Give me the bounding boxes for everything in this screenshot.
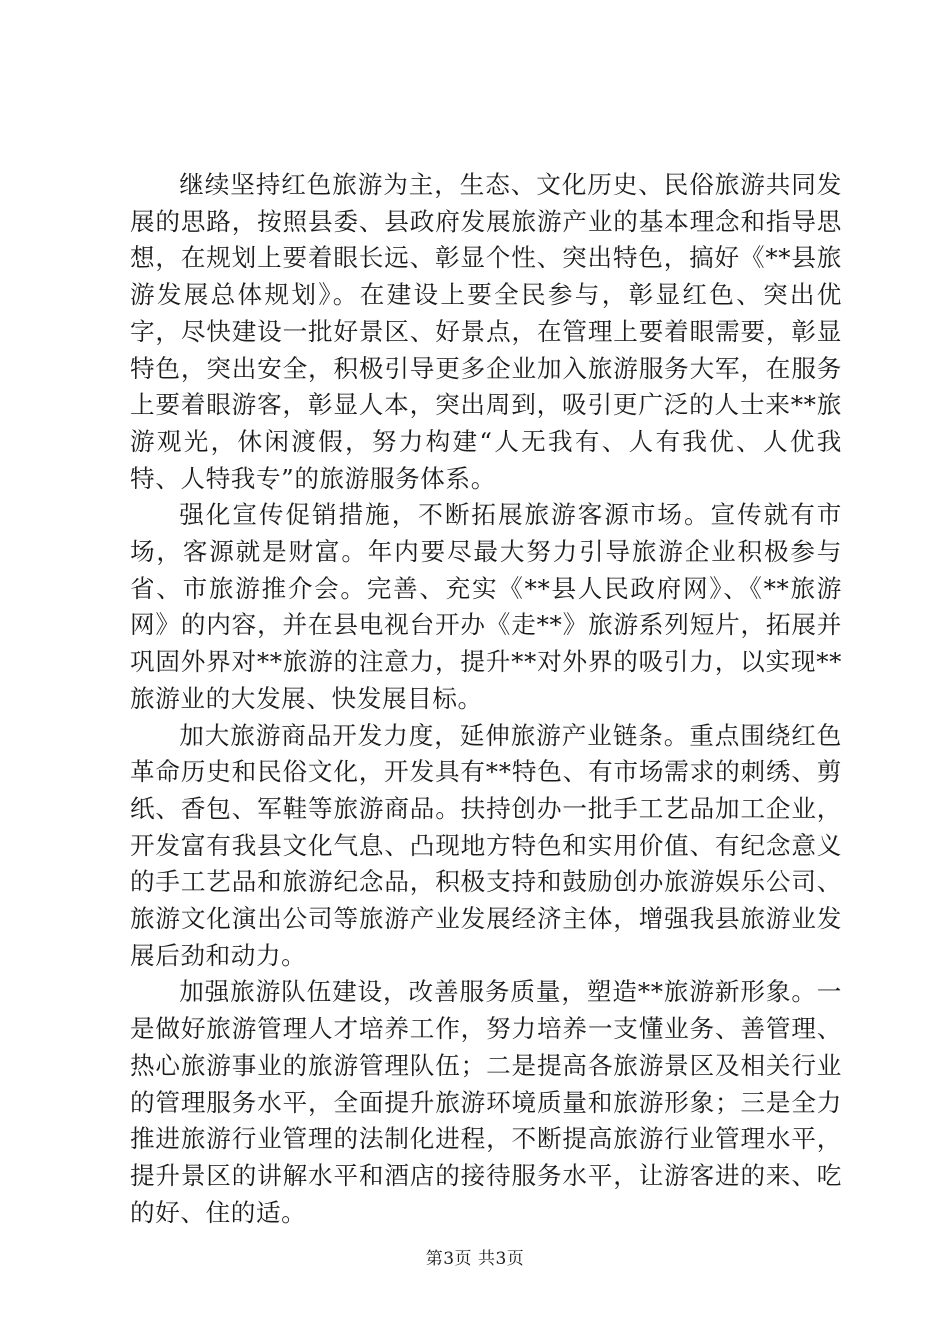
paragraph-promotion: 强化宣传促销措施，不断拓展旅游客源市场。宣传就有市场，客源就是财富。年内要尽最大努力引导旅游企业积极参与省、市旅游推介会。完善、充实《**县人民政府网》、《**旅游网》的内容，并在县电视台开办《走**》旅游系列短片，拓展并巩固外界对**旅游的注意力，提升**对外界的吸引力，以实现**旅游业的大发展、快发展目标。 <box>130 500 842 713</box>
paragraph-tourism-development: 继续坚持红色旅游为主，生态、文化历史、民俗旅游共同发展的思路，按照县委、县政府发展旅游产业的基本理念和指导思想，在规划上要着眼长远、彰显个性、突出特色，搞好《**县旅游发展总体规划》。在建设上要全民参与，彰显红色、突出优字，尽快建设一批好景区、好景点，在管理上要着眼需要，彰显特色，突出安全，积极引导更多企业加入旅游服务大军，在服务上要着眼游客，彰显人本，突出周到，吸引更广泛的人士来**旅游观光，休闲渡假，努力构建“人无我有、人有我优、人优我特、人特我专”的旅游服务体系。 <box>130 170 842 493</box>
page-number-footer: 第3页 共3页 <box>425 1249 525 1269</box>
paragraph-service-quality: 加强旅游队伍建设，改善服务质量，塑造**旅游新形象。一是做好旅游管理人才培养工作，努力培养一支懂业务、善管理、热心旅游事业的旅游管理队伍；二是提高各旅游景区及相关行业的管理服务水平，全面提升旅游环境质量和旅游形象；三是全力推进旅游行业管理的法制化进程，不断提高旅游行业管理水平，提升景区的讲解水平和酒店的接待服务水平，让游客进的来、吃的好、住的适。 <box>130 977 842 1227</box>
document-body <box>130 167 842 1231</box>
paragraph-tourism-products: 加大旅游商品开发力度，延伸旅游产业链条。重点围绕红色革命历史和民俗文化，开发具有**特色、有市场需求的刺绣、剪纸、香包、军鞋等旅游商品。扶持创办一批手工艺品加工企业，开发富有我县文化气息、凸现地方特色和实用价值、有纪念意义的手工艺品和旅游纪念品，积极支持和鼓励创办旅游娱乐公司、旅游文化演出公司等旅游产业发展经济主体，增强我县旅游业发展后劲和动力。 <box>130 720 842 970</box>
